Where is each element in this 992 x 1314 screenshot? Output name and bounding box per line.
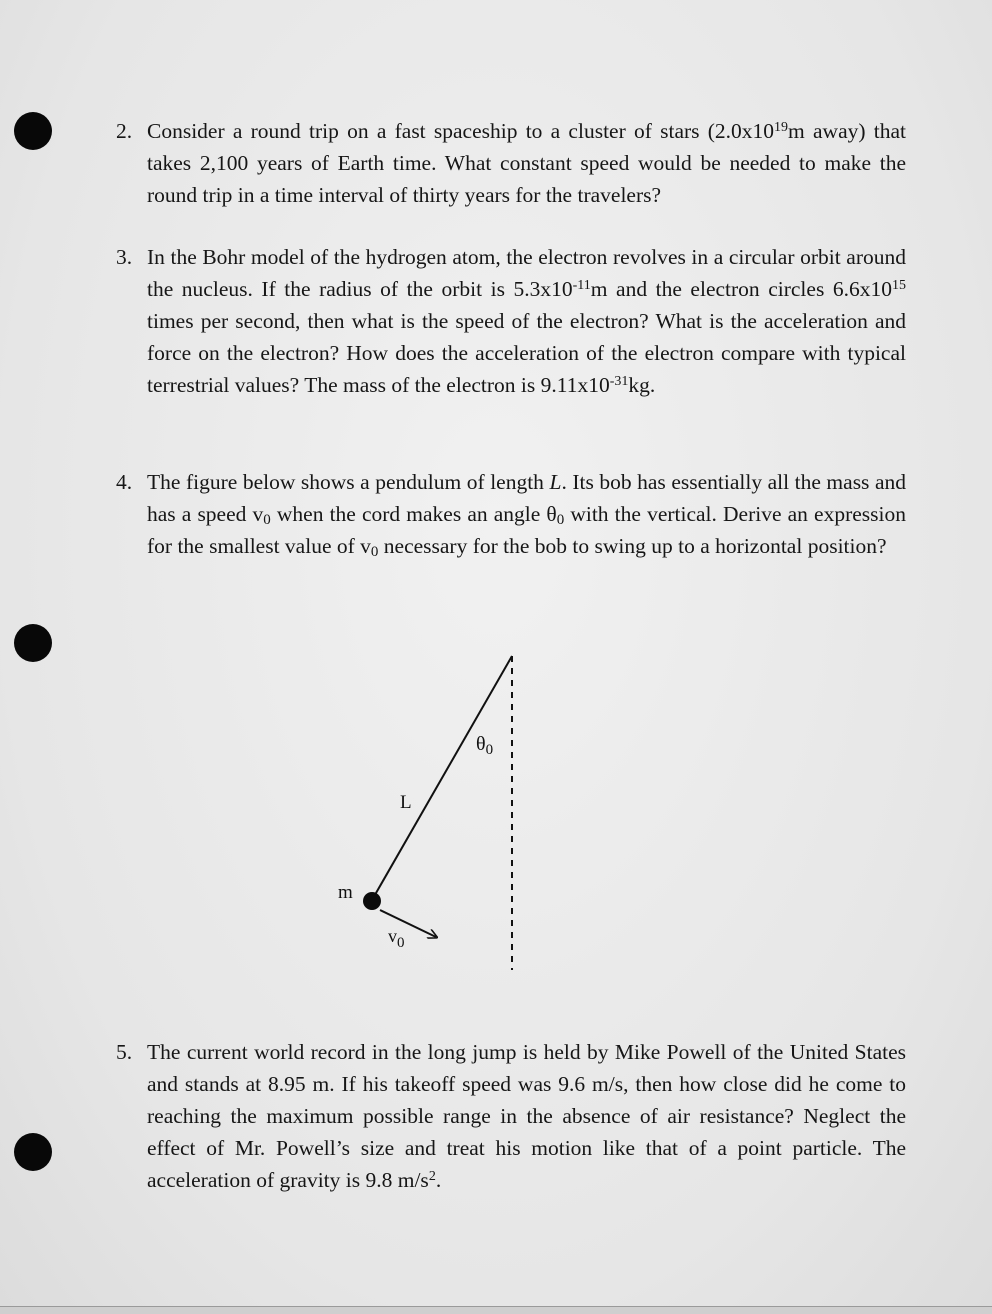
- length-label: L: [400, 792, 412, 813]
- question-number: 4.: [116, 470, 133, 494]
- question-text: Consider a round trip on a fast spaceship to a cluster of stars ($2.0x10^{19}m$ away) that takes 2,100 years of Earth time. What constant speed would be needed to make the round trip in a time interval of thirty years for the travelers?: [147, 119, 906, 207]
- question-2: [116, 115, 906, 211]
- pendulum-cord: [372, 656, 512, 900]
- question-text: The figure below shows a pendulum of length L. Its bob has essentially all the mass and has a speed $v_0$ when the cord makes an angle $\theta_0$ with the vertical. Derive an expression for the smallest value of $v_0$ necessary for the bob to swing up to a horizontal position?: [147, 470, 906, 560]
- binder-hole-3: [14, 1133, 52, 1171]
- binder-hole-2: [14, 624, 52, 662]
- question-text: In the Bohr model of the hydrogen atom, the electron revolves in a circular orbit around the nucleus. If the radius of the orbit is $5.3x10^{-11}m$ and the electron circles $6.6x10^{15}$ times per second, then what is the speed of the electron? What is the acceleration and force on the electron? How does the acceleration of the electron compare with typical terrestrial values? The mass of the electron is $9.11x10^{-31}kg$.: [147, 245, 906, 397]
- question-number: 2.: [116, 119, 133, 143]
- pendulum-figure: [320, 640, 560, 980]
- mass-label: m: [338, 882, 353, 903]
- binder-hole-1: [14, 112, 52, 150]
- question-4: [116, 466, 906, 562]
- question-number: 5.: [116, 1040, 133, 1064]
- question-3: [116, 241, 906, 401]
- question-number: 3.: [116, 245, 133, 269]
- angle-label: $\theta_0$: [476, 733, 494, 758]
- pendulum-bob: [363, 892, 381, 910]
- velocity-label: $v_0$: [388, 926, 405, 951]
- question-text: The current world record in the long jump is held by Mike Powell of the United States and stands at 8.95 m. If his takeoff speed was 9.6 m/s, then how close did he come to reaching the maximum possible range in the absence of air resistance? Neglect the effect of Mr. Powell’s size and treat his motion like that of a point particle. The acceleration of gravity is 9.8 $m/s^2$.: [147, 1040, 906, 1192]
- question-5: [116, 1036, 906, 1196]
